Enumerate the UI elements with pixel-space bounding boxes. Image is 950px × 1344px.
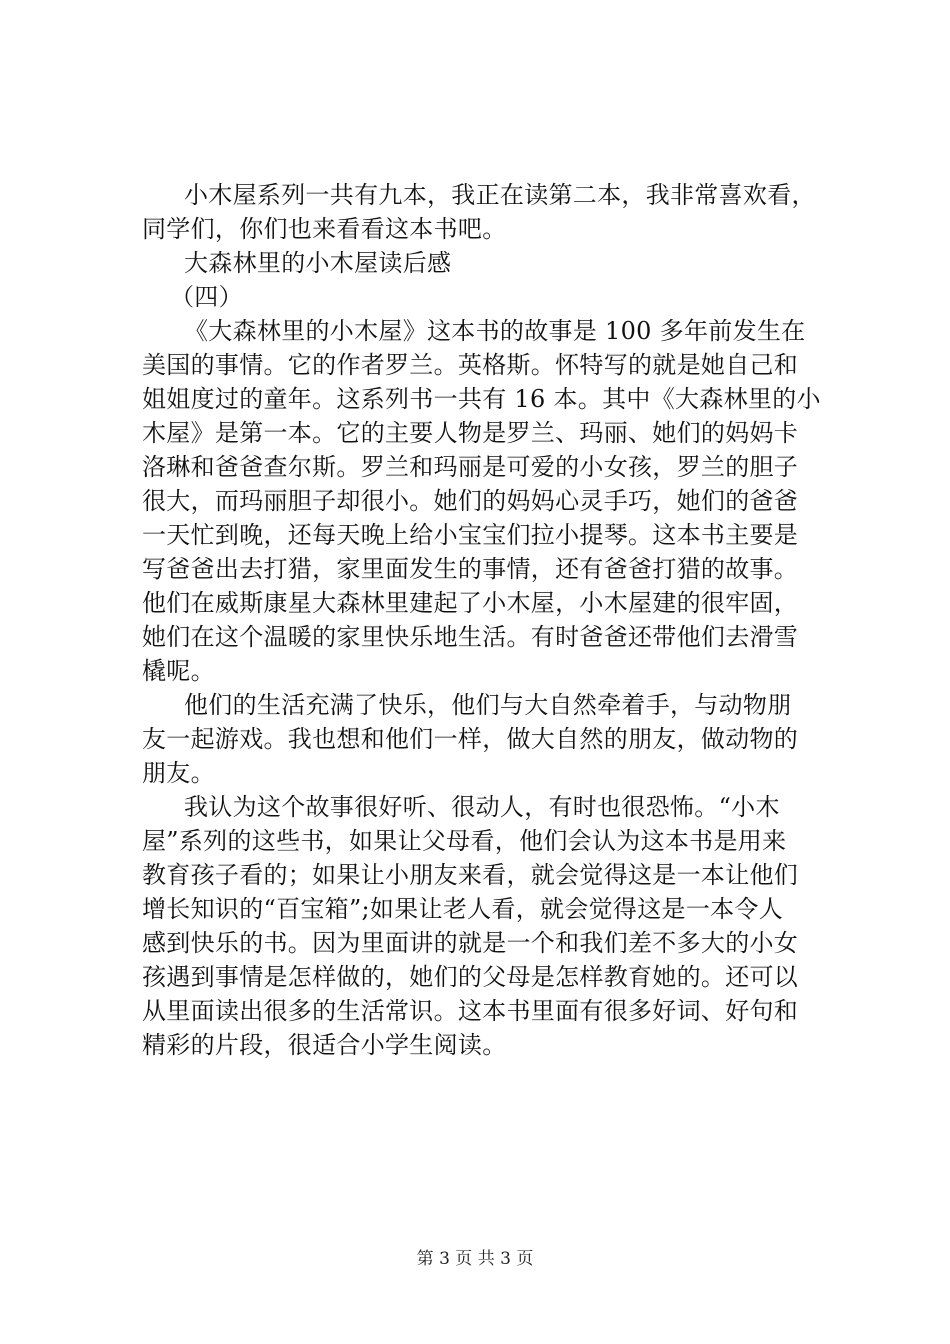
text-line: 他们在威斯康星大森林里建起了小木屋，小木屋建的很牢固， — [142, 589, 799, 617]
document-body — [142, 178, 832, 1062]
text-line: 木屋》是第一本。它的主要人物是罗兰、玛丽、她们的妈妈卡 — [142, 419, 799, 447]
text-line: 很大，而玛丽胆子却很小。她们的妈妈心灵手巧，她们的爸爸 — [142, 487, 799, 515]
text-line: 橇呢。 — [142, 657, 215, 685]
text-line: 教育孩子看的；如果让小朋友来看，就会觉得这是一本让他们 — [142, 861, 799, 889]
text-line: 《大森林里的小木屋》这本书的故事是 100 多年前发生在 — [184, 317, 806, 345]
text-line: 从里面读出很多的生活常识。这本书里面有很多好词、好句和 — [142, 997, 799, 1025]
text-line: 她们在这个温暖的家里快乐地生活。有时爸爸还带他们去滑雪 — [142, 623, 799, 651]
text-line: 洛琳和爸爸查尔斯。罗兰和玛丽是可爱的小女孩，罗兰的胆子 — [142, 453, 799, 481]
section-number: （四） — [170, 283, 243, 311]
text-line: 友一起游戏。我也想和他们一样，做大自然的朋友，做动物的 — [142, 725, 799, 753]
text-line: 他们的生活充满了快乐，他们与大自然牵着手，与动物朋 — [184, 691, 792, 719]
text-line: 屋”系列的这些书，如果让父母看，他们会认为这本书是用来 — [142, 827, 787, 855]
text-line: 我认为这个故事很好听、很动人，有时也很恐怖。“小木 — [184, 793, 780, 821]
text-line: 写爸爸出去打猎，家里面发生的事情，还有爸爸打猎的故事。 — [142, 555, 799, 583]
text-line: 精彩的片段，很适合小学生阅读。 — [142, 1031, 507, 1059]
section-title: 大森林里的小木屋读后感 — [184, 249, 452, 277]
text-line: 感到快乐的书。因为里面讲的就是一个和我们差不多大的小女 — [142, 929, 799, 957]
text-line: 同学们，你们也来看看这本书吧。 — [142, 215, 507, 243]
text-line: 姐姐度过的童年。这系列书一共有 16 本。其中《大森林里的小 — [142, 385, 821, 413]
text-line: 小木屋系列一共有九本，我正在读第二本，我非常喜欢看， — [184, 181, 816, 209]
text-line: 一天忙到晚，还每天晚上给小宝宝们拉小提琴。这本书主要是 — [142, 521, 799, 549]
text-line: 孩遇到事情是怎样做的，她们的父母是怎样教育她的。还可以 — [142, 963, 799, 991]
text-line: 美国的事情。它的作者罗兰。英格斯。怀特写的就是她自己和 — [142, 351, 799, 379]
text-line: 增长知识的“百宝箱”;如果让老人看，就会觉得这是一本令人 — [142, 895, 784, 923]
text-line: 朋友。 — [142, 759, 215, 787]
page-number-footer: 第 3 页 共 3 页 — [416, 1249, 534, 1269]
